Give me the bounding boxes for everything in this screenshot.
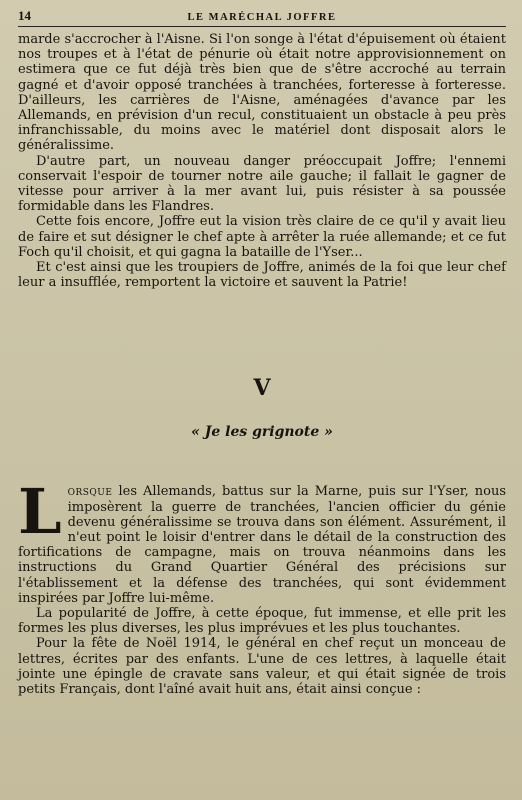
running-title: LE MARÉCHAL JOFFRE bbox=[187, 12, 337, 23]
drop-cap-letter: L bbox=[18, 475, 62, 549]
page-number: 14 bbox=[18, 8, 31, 23]
paragraph-tranchees bbox=[18, 475, 506, 606]
spacer bbox=[18, 290, 506, 376]
paragraph-danger: D'autre part, un nouveau danger préoccupait Joffre; l'ennemi conservait l'espoir de tourner notre aile gauche; il fallait le gagner de vitesse pour arriver à la mer avant lui, puis résister à sa poussée formidable dans les Flandres. bbox=[18, 153, 506, 215]
paragraph-foch: Cette fois encore, Joffre eut la vision très claire de ce qu'il y avait lieu de faire et sut désigner le chef apte à arrêter la ruée allemande; et ce fut Foch qu'il choisit, et qui gagna la bataille de l'Yser... bbox=[18, 214, 506, 260]
paragraph-continuation: marde s'accrocher à l'Aisne. Si l'on songe à l'état d'épuisement où étaient nos troupes et à l'état de pénurie où était notre approvisionnement on estimera que ce fut déjà très bien que de s'être accroché au terrain gagné et d'avoir opposé tranchées à tranchées, forteresse à forteresse. D'ailleurs, les carrières de l'Aisne, aménagées d'avance par les Allemands, en prévision d'un recul, constituaient un obstacle à peu près infranchissable, du moins avec le matériel dont disposait alors le généralissime. bbox=[18, 32, 506, 154]
chapter-title: « Je les grignote » bbox=[191, 424, 333, 441]
page-header bbox=[18, 8, 506, 27]
spacer bbox=[18, 440, 506, 484]
smallcaps-lead: orsque bbox=[67, 484, 113, 500]
paragraph-noel: Pour la fête de Noël 1914, le général en chef reçut un monceau de lettres, écrites par des enfants. L'une de ces lettres, à laquelle était jointe une épingle de cravate sans valeur, et qui était signée de trois petits Français, dont l'aîné avait huit ans, était ainsi conçue : bbox=[18, 636, 506, 698]
paragraph-tranchees-text: les Allemands, battus sur la Marne, puis sur l'Yser, nous imposèrent la guerre de tranchées, l'ancien officier du génie devenu généralissime se trouva dans son élément. Assurément, il n'eut point le loisir d'entrer dans le détail de la construction des fortifications de campagne, mais on trouva néanmoins dans les instructions du Grand Quartier Général des précisions sur l'établissement et la défense des tranchées, qui sont évidemment inspirées par Joffre lui-même. bbox=[18, 484, 506, 606]
paragraph-popularite: La popularité de Joffre, à cette époque, fut immense, et elle prit les formes les plus diverses, les plus imprévues et les plus touchantes. bbox=[18, 606, 506, 637]
chapter-number: V bbox=[253, 375, 271, 402]
paragraph-victoire: Et c'est ainsi que les troupiers de Joffre, animés de la foi que leur chef leur a insufflée, remportent la victoire et sauvent la Patrie! bbox=[18, 260, 506, 291]
